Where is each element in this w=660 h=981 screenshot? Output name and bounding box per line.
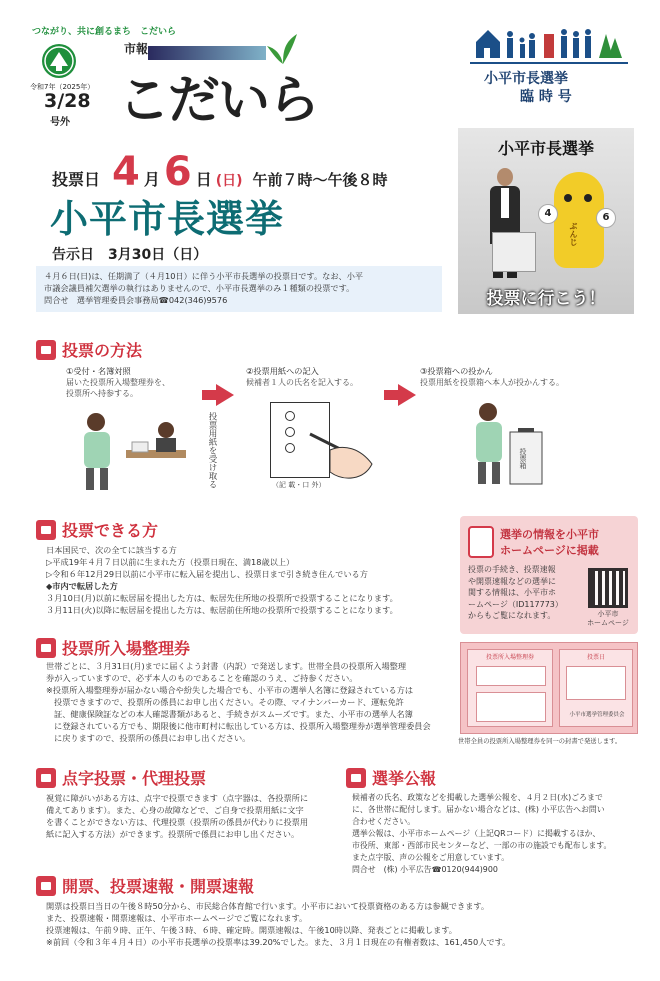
people-silhouette-icon bbox=[474, 20, 624, 60]
vote-day-day: 6 bbox=[163, 149, 192, 195]
step2-text: 候補者１人の氏名を記入する。 bbox=[246, 378, 358, 387]
special-issue-rule bbox=[470, 62, 628, 64]
intro-line1: ４月６日(日)は、任期満了（４月10日）に伴う小平市長選挙の投票日です。なお、小平 bbox=[44, 271, 364, 281]
intro-contact: 問合せ 選挙管理委員会事務局☎042(346)9576 bbox=[44, 295, 228, 305]
step1-text2: 投票所へ持参する。 bbox=[66, 389, 138, 398]
vote-day-weekday: (日) bbox=[215, 173, 243, 189]
section-title-eligibility: 投票できる方 bbox=[36, 518, 158, 541]
box-label: 投票箱 bbox=[519, 448, 527, 469]
qr-code[interactable] bbox=[588, 568, 628, 608]
eligibility-line: 日本国民で、次の全てに該当する方 bbox=[46, 545, 177, 555]
admission-card bbox=[460, 642, 638, 734]
eligibility-line: ３月10日(月)以前に転居届を提出した方は、転居先住所地の投票所で投票することになります。 bbox=[46, 593, 398, 603]
section-title-braille: 点字投票・代理投票 bbox=[36, 766, 206, 789]
ballot-box-illustration bbox=[466, 398, 556, 488]
admission-text: 世帯ごとに、３月31日(月)までに届くよう封書（内訳）で発送します。世帯全員の投票所入場整理 券が入っていますので、必ず本人のものであることを確認のうえ、ご持参ください。 ※投票所入場整理券が届かない場合や紛失した場合でも、小平市の選挙人名簿に登録されている方は 投票できますので、投票所の係員にお申し出ください。その際、マイナンバーカード、運転免許 証、健康保険証などの本人確認書類があると、手続きがスムーズです。また、小平市の選挙人名簿 に登録されている方でも、期限後に他市町村に転出している方は、投票所入場整理券が選挙管理委員会 に戻りますので、投票所の係員にお申し出ください。 bbox=[46, 661, 431, 743]
notice-day-line bbox=[52, 244, 207, 264]
web-box-title1: 選挙の情報を小平市 bbox=[500, 528, 599, 541]
eligibility-line: ▷令和６年12月29日以前に小平市に転入届を提出し、投票日まで引き続き住んでいる方 bbox=[46, 569, 368, 579]
ballot-card-right: 6 bbox=[596, 208, 616, 228]
card-title: 投票所入場整理券 bbox=[485, 654, 534, 661]
step1 bbox=[66, 366, 216, 399]
card-footer: 小平市選挙管理委員会 bbox=[569, 712, 625, 718]
eligibility-subhead: ◆市内で転居した方 bbox=[46, 581, 118, 591]
notice-day-label: 告示日 bbox=[52, 247, 94, 263]
step3 bbox=[420, 366, 620, 388]
ballot-icon bbox=[36, 520, 56, 540]
gazette-text: 候補者の氏名、政策などを掲載した選挙公報を、４月２日(水)ごろまで に、各世帯に配付します。届かない場合などは、(株) 小平広告へお問い 合わせください。 選挙公報は、小平市ホームページ（上記QRコード）に掲載するほか、 市役所、東部・西部市民センターなど、一部の市の施設でも配布します。 また点字版、声の公報をご用意しています。 問合せ (株) 小平広告☎0120(944)900 bbox=[352, 792, 642, 876]
ballot-icon bbox=[36, 876, 56, 896]
step1-title: ①受付・名簿対照 bbox=[66, 366, 131, 376]
paper-label: （記 載・口 外） bbox=[272, 481, 326, 489]
special-issue-line2: 臨 時 号 bbox=[520, 89, 572, 105]
web-box-text: 投票の手続き、投票速報 や開票速報などの選挙に 関する情報は、小平市ホ ームページ（ID117773） からもご覧になれます。 bbox=[468, 565, 563, 620]
qr-caption: 小平市 ホームページ bbox=[587, 610, 629, 627]
ballot-icon bbox=[36, 340, 56, 360]
ballot-box bbox=[492, 232, 536, 272]
reception-illustration bbox=[70, 404, 190, 494]
leaf-icon bbox=[263, 30, 303, 70]
smartphone-icon bbox=[468, 526, 494, 558]
vote-day-month: 4 bbox=[112, 149, 140, 195]
writing-hand-illustration bbox=[300, 424, 380, 484]
election-title: 小平市長選挙 bbox=[50, 197, 285, 241]
mascot-badge: ぶんじ bbox=[569, 222, 578, 246]
step1-text1: 届いた投票所入場整理券を、 bbox=[66, 378, 170, 387]
step3-title: ③投票箱への投かん bbox=[420, 366, 493, 376]
vote-day-label: 投票日 bbox=[52, 170, 101, 189]
vote-day-day-unit: 日 bbox=[195, 170, 212, 189]
poster-caption: 投票に行こう！ bbox=[486, 289, 606, 309]
intro-notice bbox=[36, 266, 442, 312]
notice-day-date: 3月30日（日） bbox=[108, 247, 208, 263]
gogai-label: 号外 bbox=[50, 117, 70, 128]
arrow-1-icon bbox=[216, 384, 234, 406]
vote-day-hours: 午前７時～午後８時 bbox=[252, 171, 388, 189]
braille-text: 視覚に障がいがある方は、点字で投票できます（点字器は、各投票所に 備えてあります）。また、心身の故障などで、ご自身で投票用紙に文字 を書くことができない方は、代理投票（投票所の係員が代わりに投票用 紙に記入する方法）ができます。投票所で係員にお申し出ください。 bbox=[46, 793, 309, 839]
special-issue-block bbox=[470, 20, 630, 106]
eligibility-line: ３月11日(火)以降に転居届を提出した方は、転居前住所地の投票所で投票することになります。 bbox=[46, 605, 398, 615]
eligibility-line: ▷平成19年４月７日以前に生まれた方（投票日現在、満18歳以上） bbox=[46, 557, 295, 567]
section-title-counting: 開票、投票速報・開票速報 bbox=[36, 874, 254, 897]
step2 bbox=[246, 366, 396, 388]
poster-photo bbox=[458, 128, 634, 314]
vertical-note: 投票用紙を受け取る bbox=[207, 412, 217, 489]
vote-day-line bbox=[52, 146, 452, 195]
card-tab: 投票日 bbox=[586, 654, 605, 661]
arrow-2-icon bbox=[398, 384, 416, 406]
ballot-icon bbox=[36, 768, 56, 788]
admission-card-caption: 世帯全員の投票所入場整理券を同一の封書で発送します。 bbox=[458, 738, 622, 745]
logo-text: こだいら bbox=[118, 71, 319, 131]
intro-line2: 市議会議員補欠選挙の執行はありませんので、小平市長選挙のみ１種類の投票です。 bbox=[44, 283, 355, 293]
ticket-icon bbox=[36, 638, 56, 658]
newspaper-icon bbox=[346, 768, 366, 788]
masthead bbox=[28, 10, 328, 130]
web-box-title2: ホームページに掲載 bbox=[500, 544, 599, 557]
tagline: つながり、共に創るまち こだいら bbox=[32, 27, 177, 37]
section-title-admission: 投票所入場整理券 bbox=[36, 636, 190, 659]
shiho-label: 市報 bbox=[124, 42, 149, 56]
vote-day-month-unit: 月 bbox=[143, 170, 160, 189]
step2-title: ②投票用紙への記入 bbox=[246, 366, 319, 376]
step3-text: 投票用紙を投票箱へ本人が投かんする。 bbox=[420, 378, 564, 387]
eligibility-text bbox=[46, 544, 456, 616]
section-title-method: 投票の方法 bbox=[36, 338, 142, 361]
city-emblem-icon bbox=[42, 44, 76, 78]
section-title-gazette: 選挙公報 bbox=[346, 766, 436, 789]
ballot-card-left: 4 bbox=[538, 204, 558, 224]
poster-title: 小平市長選挙 bbox=[497, 139, 594, 158]
counting-text: 開票は投票日当日の午後８時50分から、市民総合体育館で行います。小平市において投票資格のある方は参観できます。 また、投票速報・開票速報は、小平市ホームページでご覧になれます。 投票速報は、午前９時、正午、午後３時、６時、確定時。開票速報は、午後10時以降、発表ごとに掲載します。 ※前回（令和３年４月４日）の小平市長選挙の投票率は39.20%でした。また、３月１日現在の有権者数は、161,450人です。 bbox=[46, 901, 511, 947]
web-info-box bbox=[460, 516, 638, 634]
era-year: 令和7年（2025年） bbox=[30, 83, 95, 91]
issue-date: 3/28 bbox=[44, 90, 91, 112]
gazette-contact: 問合せ (株) 小平広告☎0120(944)900 bbox=[352, 865, 498, 874]
special-issue-line1: 小平市長選挙 bbox=[484, 71, 568, 87]
